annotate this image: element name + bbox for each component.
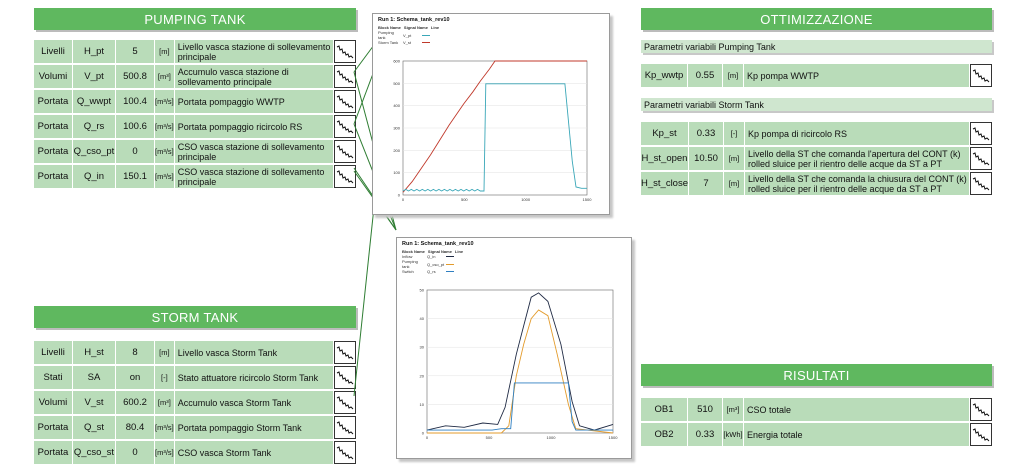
y-tick-label: 30 — [419, 344, 424, 350]
y-tick-label: 0 — [421, 430, 424, 436]
x-tick-label: 1000 — [546, 435, 556, 440]
y-tick-label: 100 — [393, 170, 400, 176]
param-unit: [m] — [724, 147, 745, 170]
param-variable: H_pt — [73, 40, 116, 63]
param-variable: Q_rs — [73, 115, 116, 138]
param-category: Portata — [34, 441, 73, 464]
x-tick-label: 1500 — [582, 197, 592, 202]
risultati-header: RISULTATI — [641, 364, 992, 386]
param-description: Portata pompaggio WWTP — [175, 90, 334, 113]
legend-header-cell: Line — [454, 249, 464, 254]
param-variable: Q_cso_st — [73, 441, 116, 464]
plot2-title: Run 1: Schema_tank_rev10 — [402, 241, 474, 247]
param-unit: [m³/s] — [155, 140, 175, 163]
param-unit: [m³/s] — [155, 165, 175, 188]
storm-tank-header: STORM TANK — [34, 306, 356, 328]
param-description: Accumulo vasca stazione di sollevamento principale — [175, 65, 334, 88]
param-value: 600.2 — [116, 391, 155, 414]
param-value: 7 — [689, 172, 724, 195]
y-tick-label: 300 — [393, 125, 400, 131]
param-description: Livello vasca Storm Tank — [175, 341, 334, 364]
param-variable: OB2 — [641, 423, 688, 446]
param-category: Portata — [34, 90, 73, 113]
legend-block: Storm Tank — [378, 40, 399, 45]
param-category: Volumi — [34, 65, 73, 88]
x-tick-label: 0 — [401, 197, 405, 202]
param-value: 0.33 — [689, 122, 724, 145]
legend-signal: Q_rs — [427, 269, 436, 274]
y-tick-label: 40 — [419, 316, 424, 322]
param-value: on — [116, 366, 155, 389]
param-description: Energia totale — [744, 423, 970, 446]
param-value: 10.50 — [689, 147, 724, 170]
param-variable: V_st — [73, 391, 116, 414]
param-unit: [m] — [155, 341, 175, 364]
legend-header-cell: Signal Name — [427, 249, 452, 254]
param-unit: [m³/s] — [155, 416, 175, 439]
y-tick-label: 200 — [393, 147, 400, 153]
param-variable: Q_st — [73, 416, 116, 439]
plot2-chart — [397, 238, 631, 458]
param-unit: [m³] — [155, 65, 175, 88]
scope-window-flows[interactable] — [396, 237, 632, 459]
param-value: 0 — [116, 441, 155, 464]
param-variable: H_st_close — [641, 172, 689, 195]
ottimizzazione-header: OTTIMIZZAZIONE — [641, 8, 992, 30]
param-description: CSO totale — [744, 398, 970, 421]
legend-signal: Q_cso_pt — [427, 261, 445, 267]
x-tick-label: 1000 — [521, 197, 531, 202]
storm-params-subheader: Parametri variabili Storm Tank — [641, 98, 992, 111]
legend-header-cell: Block Name — [378, 25, 401, 30]
param-variable: SA — [73, 366, 116, 389]
param-value: 8 — [116, 341, 155, 364]
param-unit: [m³/s] — [155, 115, 175, 138]
plot1-title: Run 1: Schema_tank_rev10 — [378, 17, 450, 23]
param-variable: OB1 — [641, 398, 688, 421]
param-category: Portata — [34, 416, 73, 439]
legend-signal: V_st — [403, 40, 412, 45]
y-tick-label: 10 — [419, 401, 424, 407]
param-category: Stati — [34, 366, 73, 389]
param-description: CSO vasca Storm Tank — [175, 441, 334, 464]
param-description: Portata pompaggio ricircolo RS — [175, 115, 334, 138]
param-category: Volumi — [34, 391, 73, 414]
param-unit: [m] — [724, 172, 745, 195]
param-value: 0.55 — [688, 64, 723, 87]
param-description: Accumulo vasca Storm Tank — [175, 391, 334, 414]
param-value: 100.6 — [116, 115, 155, 138]
param-value: 5 — [116, 40, 155, 63]
param-category: Livelli — [34, 341, 73, 364]
param-description: Livello vasca stazione di sollevamento principale — [175, 40, 334, 63]
legend-block: Pumping tank — [402, 259, 418, 269]
y-tick-label: 0 — [397, 192, 400, 198]
param-variable: Kp_wwtp — [641, 64, 688, 87]
legend-header-cell: Line — [430, 25, 440, 30]
param-category: Portata — [34, 115, 73, 138]
pumping-tank-header: PUMPING TANK — [34, 8, 356, 30]
param-variable: Q_wwpt — [73, 90, 116, 113]
param-category: Livelli — [34, 40, 73, 63]
param-description: Portata pompaggio Storm Tank — [175, 416, 334, 439]
param-description: CSO vasca stazione di sollevamento principale — [175, 165, 334, 188]
legend-header-cell: Signal Name — [403, 25, 428, 30]
legend-header-cell: Block Name — [402, 249, 425, 254]
param-description: Livello della ST che comanda la chiusura del CONT (k) rolled sluice per il rientro delle acque da ST a PT — [745, 172, 970, 195]
param-unit: [-] — [155, 366, 175, 389]
x-tick-label: 500 — [485, 435, 493, 440]
param-category: Portata — [34, 165, 73, 188]
legend-signal: V_pt — [403, 32, 412, 38]
param-variable: H_st — [73, 341, 116, 364]
legend-block: Pumping tank — [378, 30, 394, 40]
param-unit: [m³/s] — [155, 441, 175, 464]
param-value: 80.4 — [116, 416, 155, 439]
legend-block: Switch — [402, 269, 414, 274]
param-description: Kp pompa WWTP — [744, 64, 970, 87]
param-category: Portata — [34, 140, 73, 163]
param-description: CSO vasca stazione di sollevamento principale — [175, 140, 334, 163]
param-variable: Q_cso_pt — [73, 140, 116, 163]
param-description: Stato attuatore ricircolo Storm Tank — [175, 366, 334, 389]
y-tick-label: 50 — [419, 287, 424, 293]
param-unit: [m] — [155, 40, 175, 63]
param-description: Livello della ST che comanda l'apertura del CONT (k) rolled sluice per il rientro delle acque da ST a PT — [745, 147, 970, 170]
param-unit: [-] — [724, 122, 745, 145]
param-unit: [m³] — [155, 391, 175, 414]
x-tick-label: 1500 — [608, 435, 618, 440]
plot1-chart — [373, 14, 609, 214]
scope-window-volumes[interactable] — [372, 13, 610, 215]
pumping-params-subheader: Parametri variabili Pumping Tank — [641, 40, 992, 53]
x-tick-label: 500 — [460, 197, 468, 202]
param-unit: [kWh] — [723, 423, 744, 446]
param-variable: V_pt — [73, 65, 116, 88]
param-value: 100.4 — [116, 90, 155, 113]
param-value: 500.8 — [116, 65, 155, 88]
param-value: 0 — [116, 140, 155, 163]
y-tick-label: 20 — [419, 373, 424, 379]
param-variable: H_st_open — [641, 147, 689, 170]
legend-signal: Q_in — [427, 254, 436, 259]
param-value: 0.33 — [688, 423, 723, 446]
param-variable: Q_in — [73, 165, 116, 188]
param-description: Kp pompa di ricircolo RS — [745, 122, 970, 145]
param-value: 150.1 — [116, 165, 155, 188]
param-unit: [m³/s] — [155, 90, 175, 113]
legend-block: Inflow — [402, 254, 413, 259]
param-variable: Kp_st — [641, 122, 689, 145]
y-tick-label: 400 — [393, 103, 400, 109]
param-unit: [m] — [723, 64, 744, 87]
y-tick-label: 600 — [393, 58, 400, 64]
y-tick-label: 500 — [393, 80, 400, 86]
param-value: 510 — [688, 398, 723, 421]
param-unit: [m³] — [723, 398, 744, 421]
x-tick-label: 0 — [425, 435, 429, 440]
